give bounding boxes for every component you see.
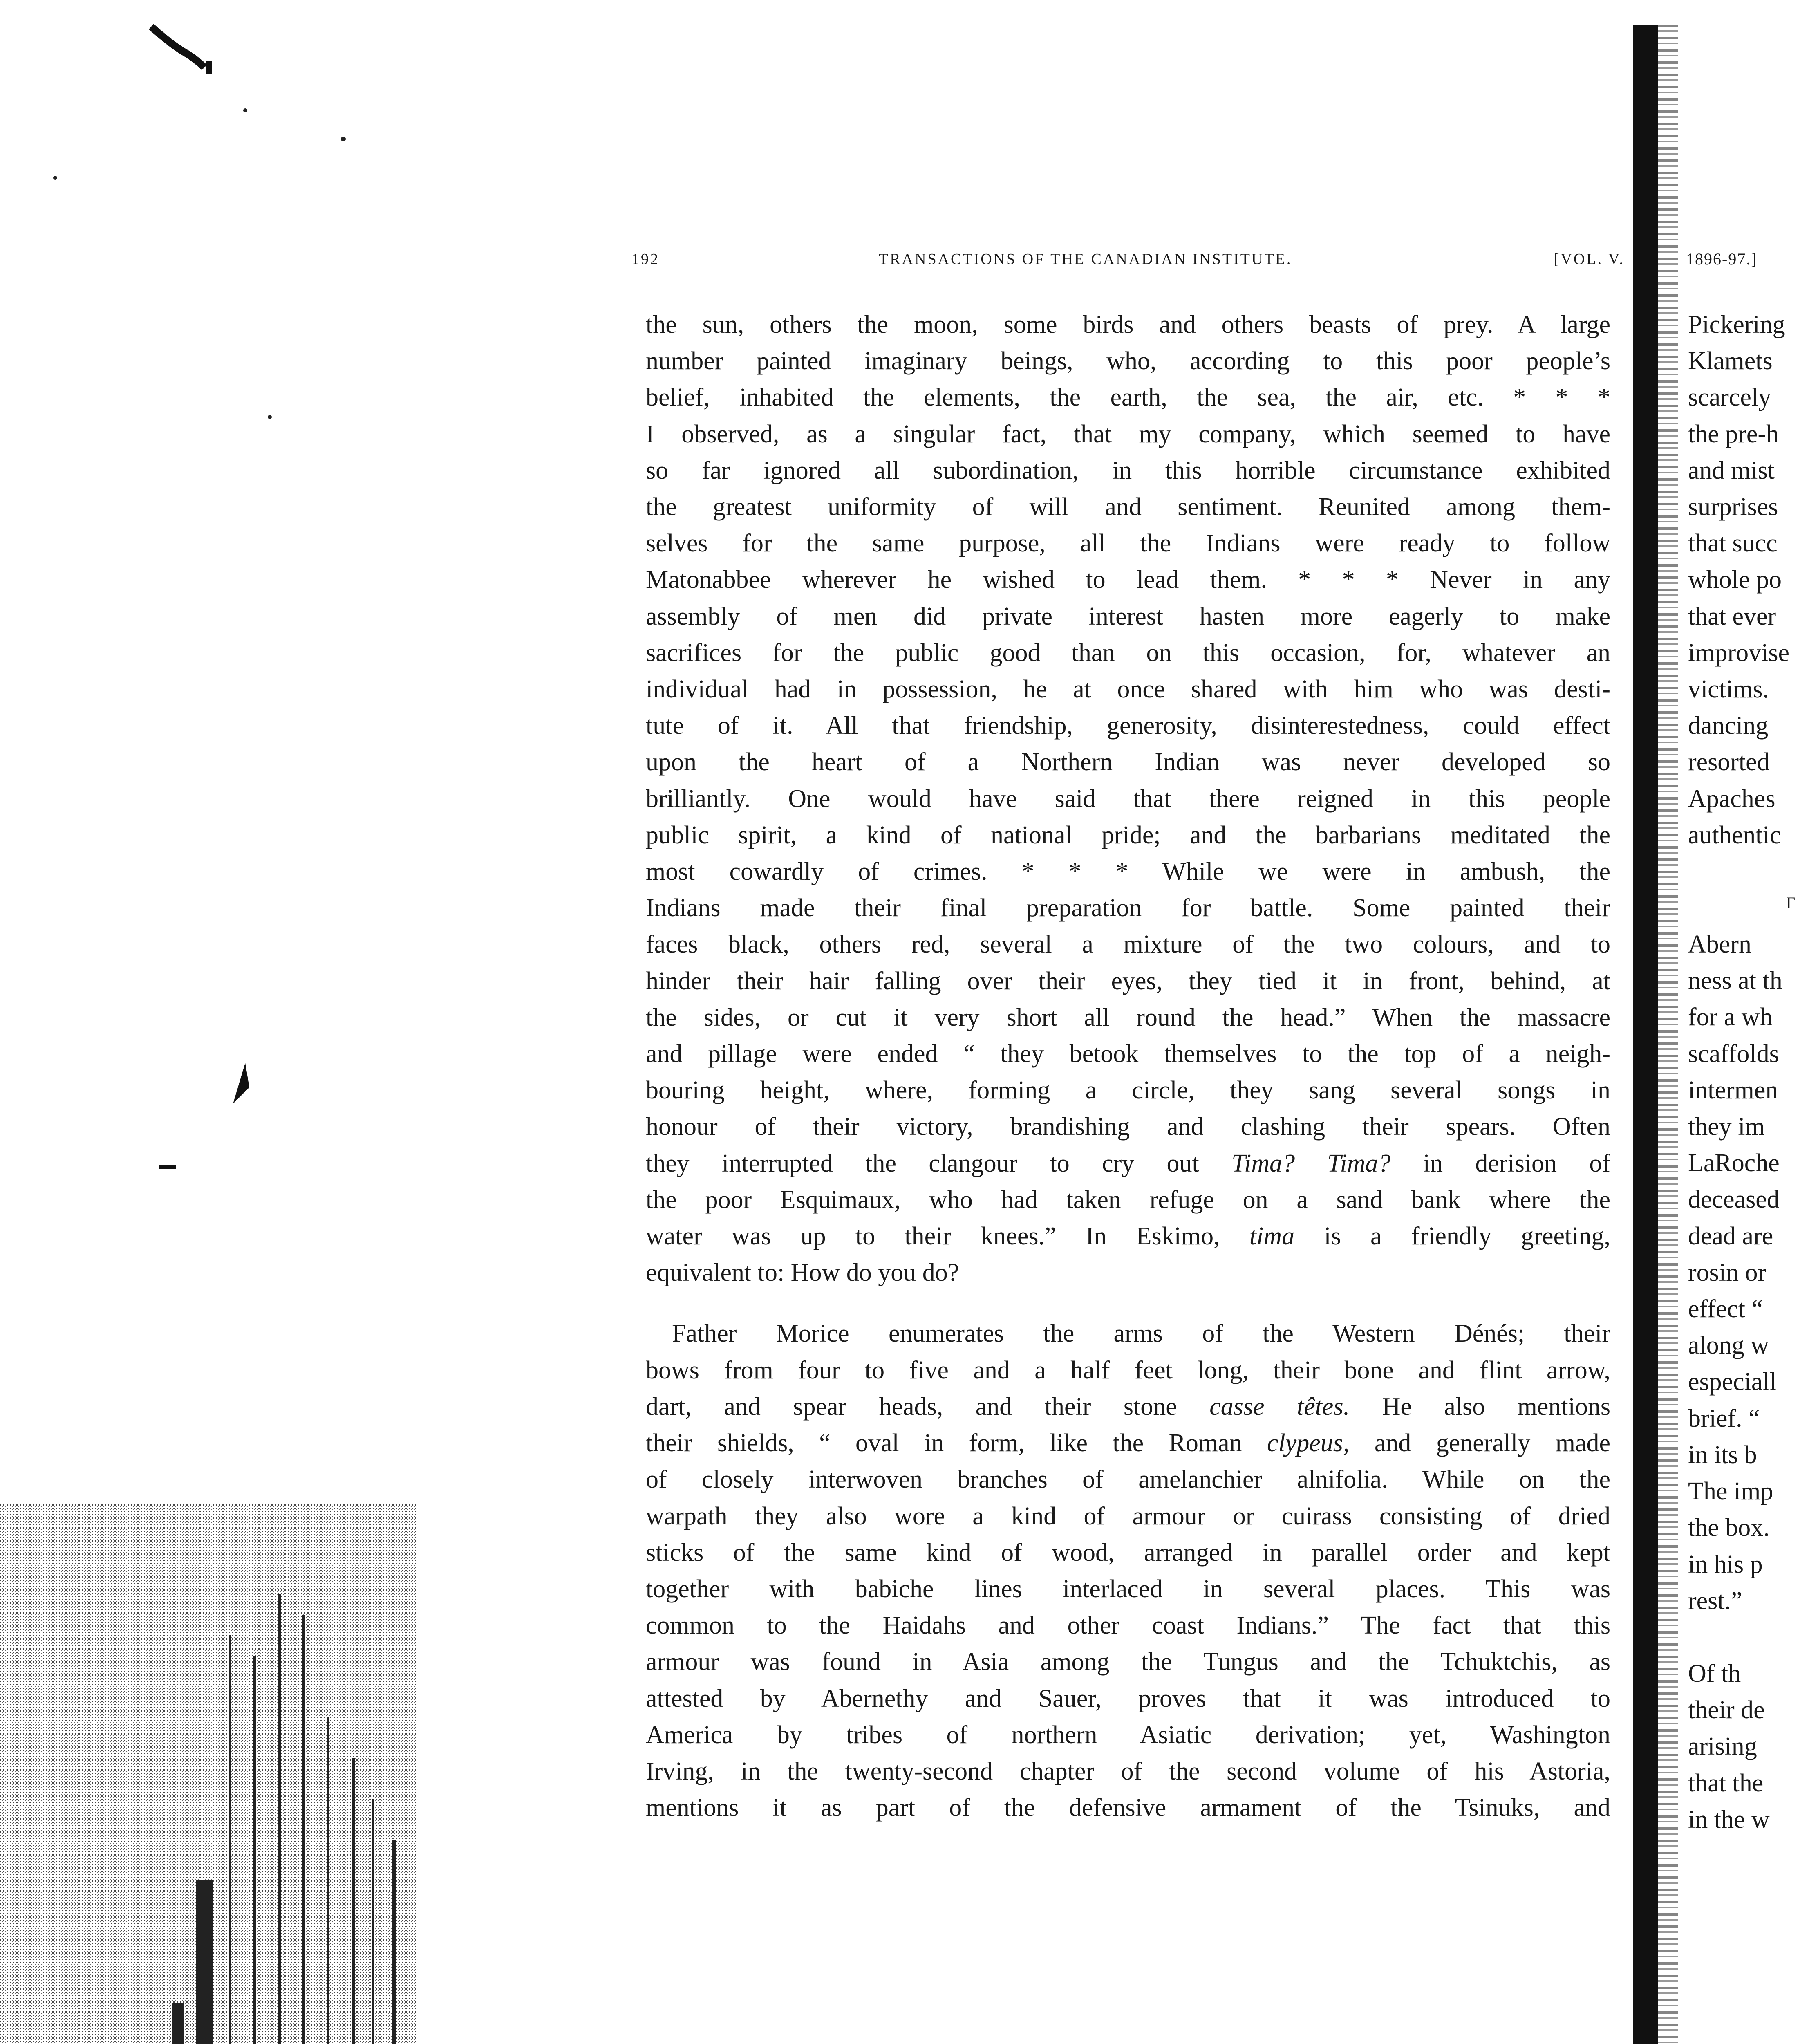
facing-line: dancing	[1688, 712, 1769, 740]
text-line: Indians made their final preparation for battle. Some painted their	[646, 894, 1610, 922]
text-line: the poor Esquimaux, who had taken refuge on a sand bank where the	[646, 1186, 1610, 1214]
book-gutter	[1633, 25, 1658, 2044]
facing-line: the pre-h	[1688, 420, 1779, 448]
facing-line: and mist	[1688, 456, 1775, 484]
facing-line: intermen	[1688, 1076, 1778, 1104]
text-line	[646, 1389, 1610, 1425]
facing-line: along w	[1688, 1331, 1769, 1360]
facing-line: that the	[1688, 1769, 1764, 1797]
text-segment: water was up to their knees.” In Eskimo,	[646, 1222, 1220, 1251]
facing-line: for a wh	[1688, 1003, 1773, 1031]
facing-line: in his p	[1688, 1550, 1763, 1578]
facing-line: brief. “	[1688, 1404, 1760, 1432]
facing-line: arising	[1688, 1732, 1757, 1761]
text-line: and pillage were ended “ they betook themselves to the top of a neigh-	[646, 1040, 1610, 1068]
text-segment: and generally made	[1374, 1429, 1610, 1457]
text-segment: in derision of	[1423, 1149, 1610, 1177]
text-line: warpath they also wore a kind of armour or cuirass consisting of dried	[646, 1502, 1610, 1530]
facing-page-header: 1896-97.]	[1686, 250, 1758, 268]
text-line: assembly of men did private interest hasten more eagerly to make	[646, 602, 1610, 630]
facing-line: dead are	[1688, 1222, 1773, 1250]
text-line: equivalent to: How do you do?	[646, 1259, 959, 1287]
facing-gap	[1688, 854, 1818, 890]
text-line: number painted imaginary beings, who, according to this poor people’s	[646, 347, 1610, 375]
text-line: honour of their victory, brandishing and clashing their spears. Often	[646, 1113, 1610, 1141]
text-line: sticks of the same kind of wood, arranged in parallel order and kept	[646, 1538, 1610, 1567]
text-line: the greatest uniformity of will and sentiment. Reunited among them-	[646, 493, 1610, 521]
facing-line: whole po	[1688, 566, 1782, 594]
left-margin-scan-noise	[0, 0, 417, 2044]
facing-line: Apaches	[1688, 784, 1775, 813]
text-line: belief, inhabited the elements, the earth, the sea, the air, etc. * * *	[646, 383, 1610, 412]
facing-line: Klamets	[1688, 347, 1773, 375]
facing-line: rest.”	[1688, 1587, 1742, 1615]
text-line: Father Morice enumerates the arms of the Western Dénés; their	[672, 1320, 1610, 1348]
facing-line: surprises	[1688, 493, 1778, 521]
facing-line: especiall	[1688, 1368, 1777, 1396]
facing-line: authentic	[1688, 821, 1781, 849]
text-line: faces black, others red, several a mixture of the two colours, and to	[646, 930, 1610, 959]
text-line: upon the heart of a Northern Indian was never developed so	[646, 748, 1610, 776]
italic-term: casse têtes.	[1209, 1392, 1350, 1421]
text-line: America by tribes of northern Asiatic derivation; yet, Washington	[646, 1721, 1610, 1749]
journal-title: TRANSACTIONS OF THE CANADIAN INSTITUTE.	[879, 251, 1292, 268]
italic-word: tima	[1249, 1222, 1295, 1251]
text-segment: their shields, “ oval in form, like the Roman	[646, 1429, 1242, 1457]
text-line: bouring height, where, forming a circle, they sang several songs in	[646, 1076, 1610, 1105]
text-line	[646, 1218, 1610, 1255]
text-line	[646, 1145, 1610, 1182]
text-line: individual had in possession, he at once shared with him who was desti-	[646, 675, 1610, 704]
text-line	[646, 1425, 1610, 1461]
main-text-column	[646, 307, 1610, 1826]
facing-line: improvise	[1688, 639, 1789, 667]
text-line: armour was found in Asia among the Tungus and the Tchuktchis, as	[646, 1648, 1610, 1676]
facing-line: ness at th	[1688, 967, 1782, 995]
facing-line: Abern	[1688, 930, 1751, 959]
text-line: public spirit, a kind of national pride; and the barbarians meditated the	[646, 821, 1610, 849]
facing-line: they im	[1688, 1113, 1765, 1141]
text-line: the sun, others the moon, some birds and others beasts of prey. A large	[646, 311, 1610, 338]
facing-line: Of th	[1688, 1659, 1741, 1688]
facing-section-letter: F	[1786, 894, 1796, 912]
text-line: the sides, or cut it very short all round the head.” When the massacre	[646, 1003, 1610, 1031]
facing-line: scarcely	[1688, 383, 1771, 412]
text-line: common to the Haidahs and other coast Indians.” The fact that this	[646, 1611, 1610, 1640]
facing-line: Pickering	[1688, 311, 1785, 338]
facing-gap	[1688, 890, 1818, 926]
facing-line: the box.	[1688, 1514, 1770, 1542]
volume-label: [VOL. V.	[1554, 251, 1625, 268]
text-line: I observed, as a singular fact, that my company, which seemed to have	[646, 420, 1610, 448]
text-line: Irving, in the twenty-second chapter of the second volume of his Astoria,	[646, 1757, 1610, 1785]
text-line: attested by Abernethy and Sauer, proves that it was introduced to	[646, 1684, 1610, 1712]
text-line: brilliantly. One would have said that there reigned in this people	[646, 784, 1610, 813]
facing-line: their de	[1688, 1696, 1765, 1724]
text-segment: dart, and spear heads, and their stone	[646, 1392, 1177, 1421]
facing-page-column	[1688, 307, 1818, 1838]
text-line: of closely interwoven branches of amelanchier alnifolia. While on the	[646, 1466, 1610, 1494]
page-number: 192	[631, 251, 660, 268]
facing-gap	[1688, 1619, 1818, 1656]
facing-line: deceased	[1688, 1186, 1780, 1214]
facing-line: scaffolds	[1688, 1040, 1779, 1068]
text-line: tute of it. All that friendship, generosity, disinterestedness, could effect	[646, 712, 1610, 740]
text-line: selves for the same purpose, all the Indians were ready to follow	[646, 529, 1610, 558]
text-segment: they interrupted the clangour to cry out	[646, 1149, 1199, 1177]
text-line: hinder their hair falling over their eyes, they tied it in front, behind, at	[646, 967, 1610, 995]
running-header	[631, 250, 1625, 275]
text-line: sacrifices for the public good than on this occasion, for, whatever an	[646, 639, 1610, 667]
text-segment: He also mentions	[1382, 1392, 1610, 1421]
facing-line: rosin or	[1688, 1258, 1767, 1286]
facing-line: in the w	[1688, 1805, 1770, 1833]
facing-line: effect “	[1688, 1295, 1763, 1323]
paragraph-gap	[646, 1291, 1610, 1316]
text-line: together with babiche lines interlaced in several places. This was	[646, 1575, 1610, 1603]
facing-line: The imp	[1688, 1477, 1773, 1506]
text-line: most cowardly of crimes. * * * While we were in ambush, the	[646, 858, 1610, 886]
facing-line: victims.	[1688, 675, 1769, 704]
italic-term: clypeus,	[1267, 1429, 1350, 1457]
facing-line: that succ	[1688, 529, 1778, 558]
facing-line: resorted	[1688, 748, 1770, 776]
text-line: Matonabbee wherever he wished to lead them. * * * Never in any	[646, 566, 1610, 594]
facing-line: that ever	[1688, 602, 1776, 630]
italic-exclamation: Tima? Tima?	[1231, 1149, 1391, 1177]
text-line: so far ignored all subordination, in this horrible circumstance exhibited	[646, 456, 1610, 484]
facing-line: in its b	[1688, 1441, 1757, 1469]
text-line: mentions it as part of the defensive armament of the Tsinuks, and	[646, 1794, 1610, 1822]
gutter-texture	[1658, 25, 1678, 2044]
text-segment: is a friendly greeting,	[1324, 1222, 1610, 1251]
text-line: bows from four to five and a half feet long, their bone and flint arrow,	[646, 1356, 1610, 1384]
facing-line: LaRoche	[1688, 1149, 1780, 1177]
